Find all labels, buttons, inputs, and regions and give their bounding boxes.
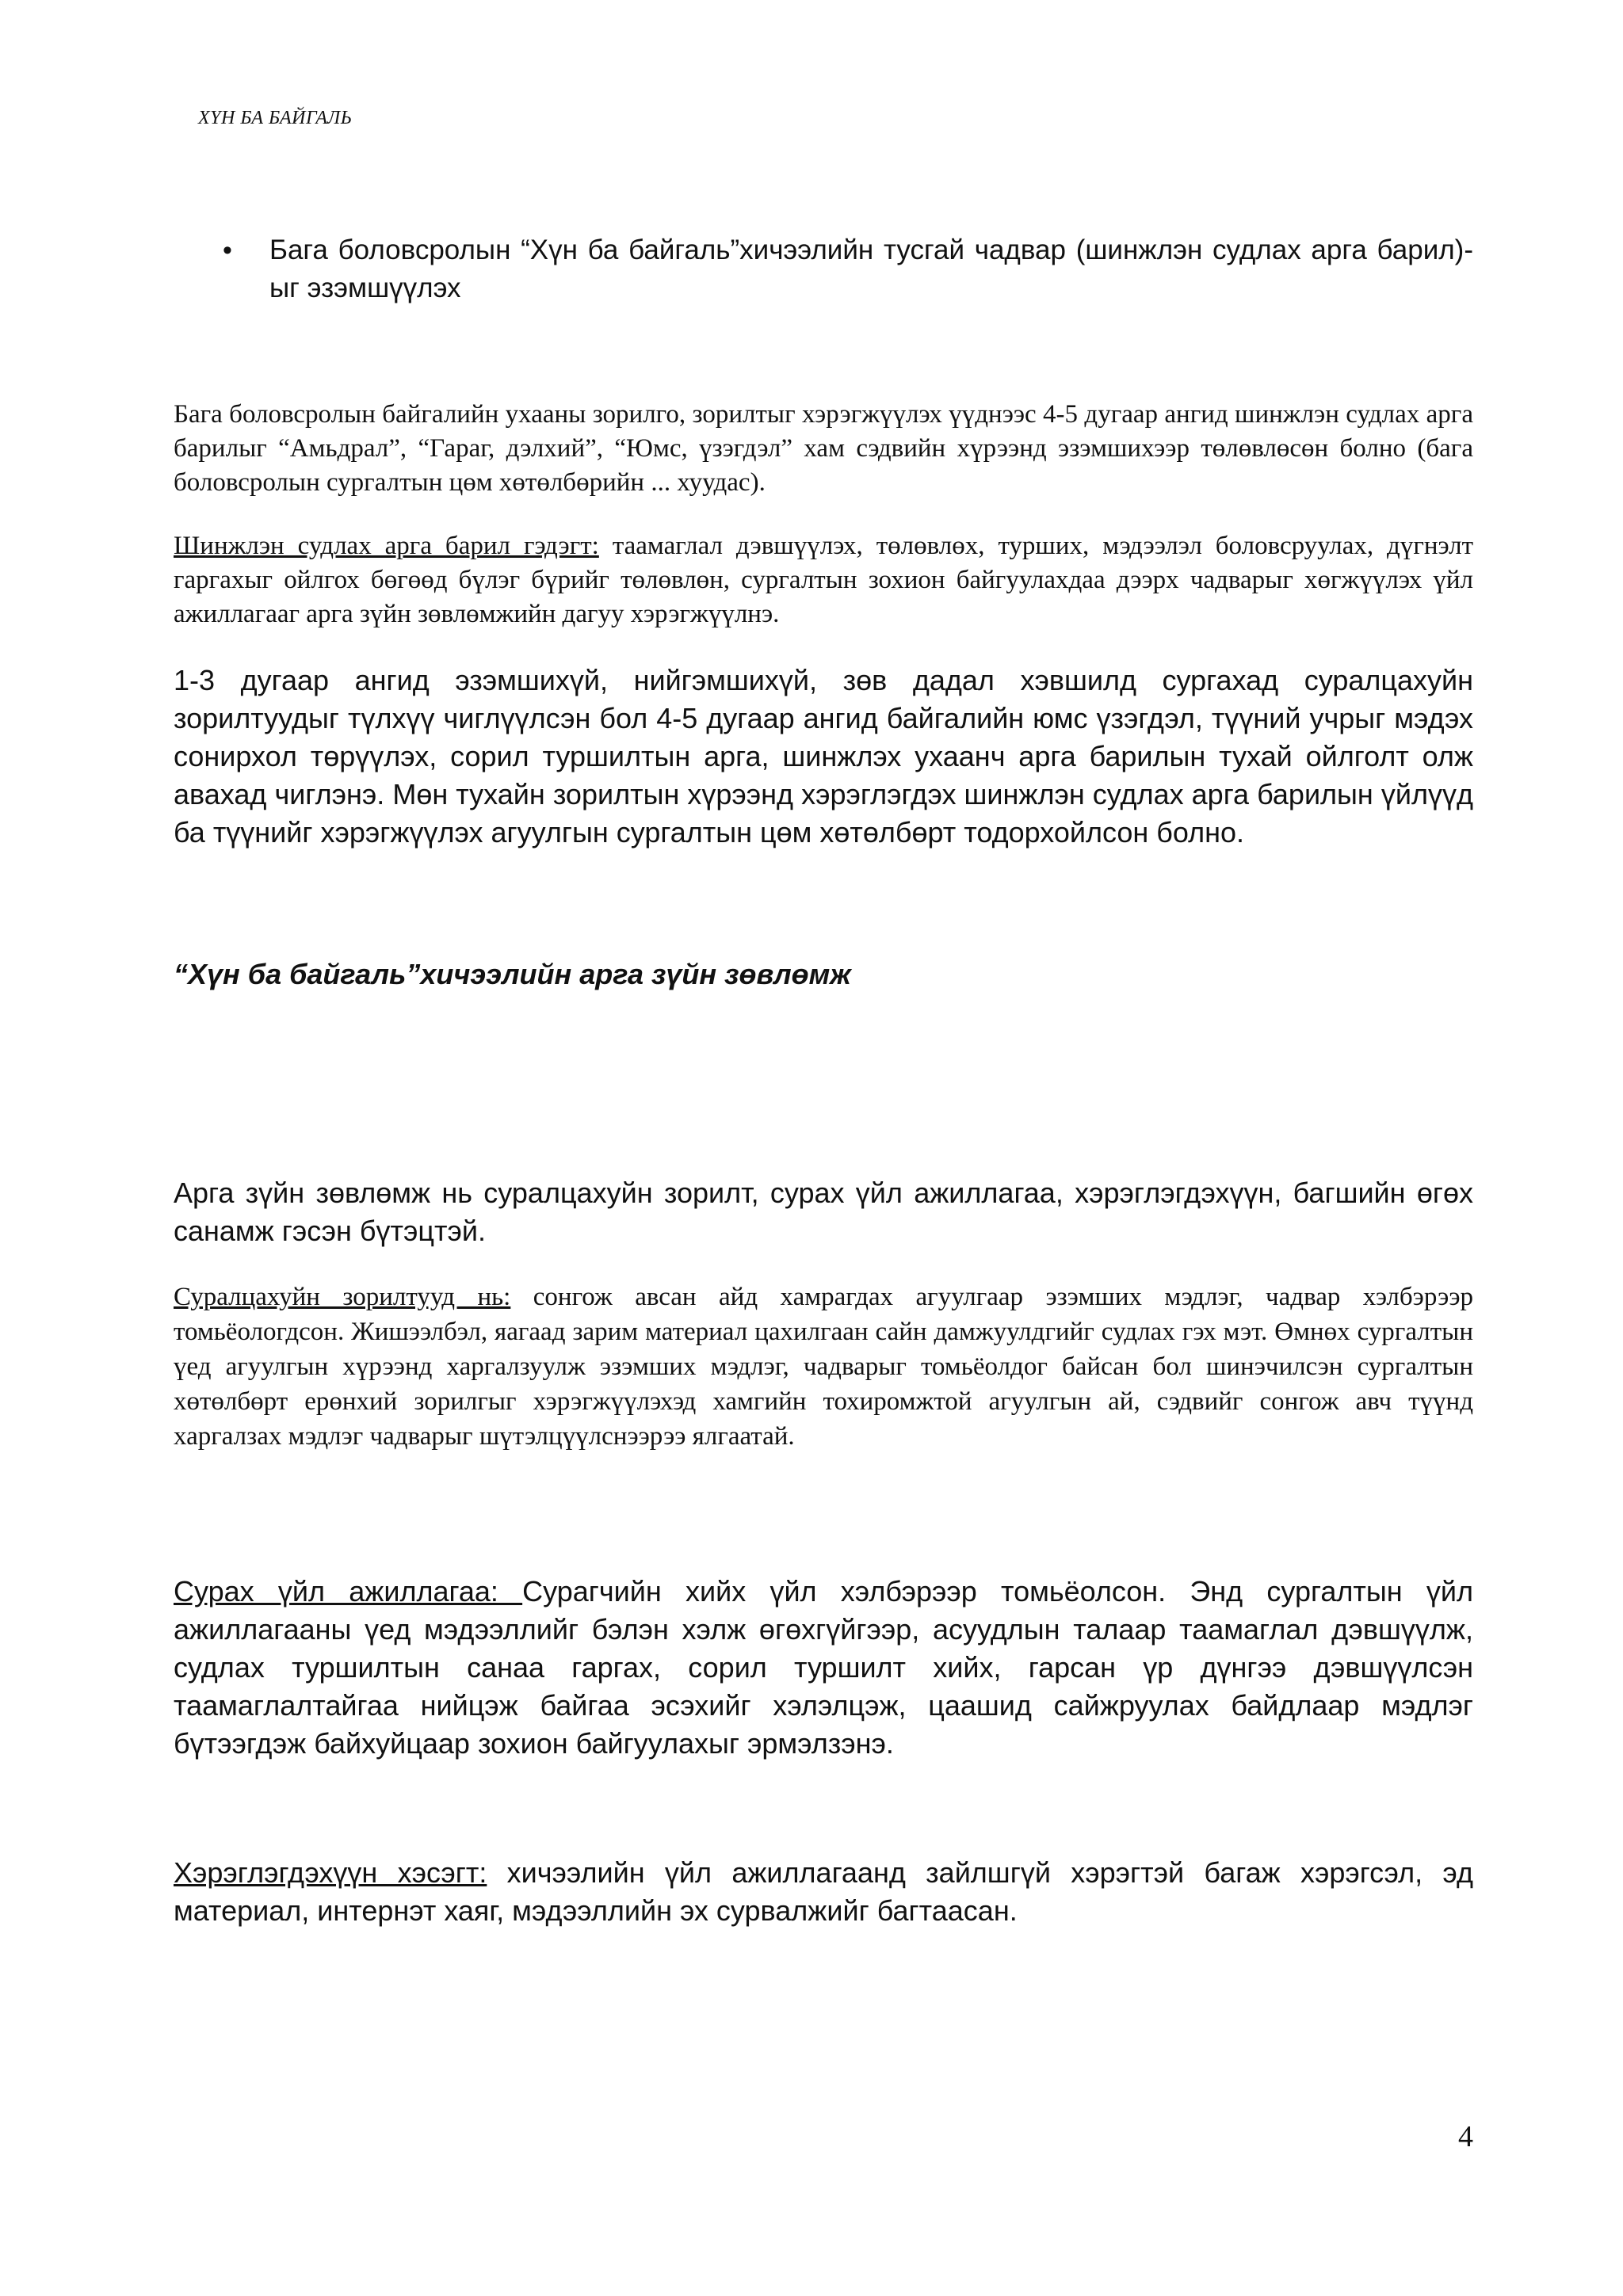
materials-label: Хэрэглэгдэхүүн хэсэгт: [174, 1856, 487, 1889]
bullet-icon: • [223, 235, 232, 265]
paragraph-structure: Арга зүйн зөвлөмж нь суралцахуйн зорилт, сурах үйл ажиллагаа, хэрэглэгдэхүүн, багшийн өгөх санамж гэсэн бүтэцтэй. [174, 1177, 1473, 1247]
page-number: 4 [1458, 2120, 1473, 2153]
section-heading: “Хүн ба байгаль”хичээлийн арга зүйн зөвлөмж [174, 958, 851, 990]
running-header: ХҮН БА БАЙГАЛЬ [198, 108, 353, 128]
definition-text: таамаглал дэвшүүлэх, төлөвлөх, турших, мэдээлэл боловсруулах, дүгнэлт гаргахыг ойлгох бөгөөд бүлэг бүрийг төлөвлөн, сургалтын зохион байгуулахдаа дээрх чадварыг хөгжүүлэх үйл ажиллагааг арга зүйн зөвлөмжийн дагуу хэрэгжүүлнэ. [174, 532, 1473, 628]
paragraph-objectives [174, 1280, 1473, 1454]
activities-text: Сурагчийн хийх үйл хэлбэрээр томьёолсон. Энд сургалтын үйл ажиллагааны үед мэдээллийг бэлэн хэлж өгөхгүйгээр, асуудлын талаар таамаглал дэвшүүлж, судлах туршилтын санаа гаргах, сорил туршилт хийх, гарсан үр дүнгээ дэвшүүлсэн таамаглалтайгаа нийцэж байгаа эсэхийг хэлэлцэж, цаашид сайжруулах байдлаар мэдлэг бүтээгдэж байхуйцаар зохион байгуулахыг эрмэлзэнэ. [174, 1575, 1474, 1760]
materials-text: хичээлийн үйл ажиллагаанд зайлшгүй хэрэгтэй багаж хэрэгсэл, эд материал, интернэт хаяг, мэдээллийн эх сурвалжийг багтаасан. [174, 1856, 1473, 1927]
paragraph-activities [174, 1573, 1473, 1763]
paragraph-grades: 1-3 дугаар ангид эзэмшихүй, нийгэмшихүй, зөв дадал хэвшилд сургахад суралцахуйн зорилтуудыг түлхүү чиглүүлсэн бол 4-5 дугаар ангид байгалийн юмс үзэгдэл, түүний учрыг мэдэх сонирхол төрүүлэх, сорил туршилтын арга, шинжлэх ухаанч арга барилын тухай ойлголт олж авахад чиглэнэ. Мөн тухайн зорилтын хүрээнд хэрэглэгдэх шинжлэн судлах арга барилын үйлүүд ба түүнийг хэрэгжүүлэх агуулгын сургалтын цөм хөтөлбөрт тодорхойлсон болно. [174, 664, 1473, 849]
objectives-text: сонгож авсан айд хамрагдах агуулгаар эзэмших мэдлэг, чадвар хэлбэрээр томьёологдсон. Жишээлбэл, яагаад зарим материал цахилгаан сайн дамжуулдгийг судлах гэх мэт. Өмнөх сургалтын үед агуулгын хүрээнд харгалзуулж эзэмших мэдлэг, чадварыг томьёолдог байсан бол шинэчилсэн сургалтын хөтөлбөрт ерөнхий зорилгыг хэрэгжүүлэхэд хамгийн тохиромжтой агуулгын ай, сэдвийг сонгож авч түүнд харгалзах мэдлэг чадварыг шүтэлцүүлснээрээ ялгаатай. [174, 1283, 1473, 1451]
objectives-label: Суралцахуйн зорилтууд нь: [174, 1283, 511, 1311]
paragraph-definition [174, 529, 1473, 631]
bullet-text: Бага боловсролын “Хүн ба байгаль”хичээлийн тусгай чадвар (шинжлэн судлах арга барил)-ыг эзэмшүүлэх [269, 235, 1473, 303]
paragraph-intro: Бага боловсролын байгалийн ухааны зорилго, зорилтыг хэрэгжүүлэх үүднээс 4-5 дугаар ангид шинжлэн судлах арга барилыг “Амьдрал”, “Гараг, дэлхий”, “Юмс, үзэгдэл” хам сэдвийн хүрээнд эзэмшихээр төлөвлөсөн болно (бага боловсролын сургалтын цөм хөтөлбөрийн ... хуудас). [174, 400, 1473, 497]
paragraph-materials [174, 1854, 1473, 1930]
activities-label: Сурах үйл ажиллагаа: [174, 1575, 523, 1608]
definition-label: Шинжлэн судлах арга барил гэдэгт: [174, 532, 599, 560]
